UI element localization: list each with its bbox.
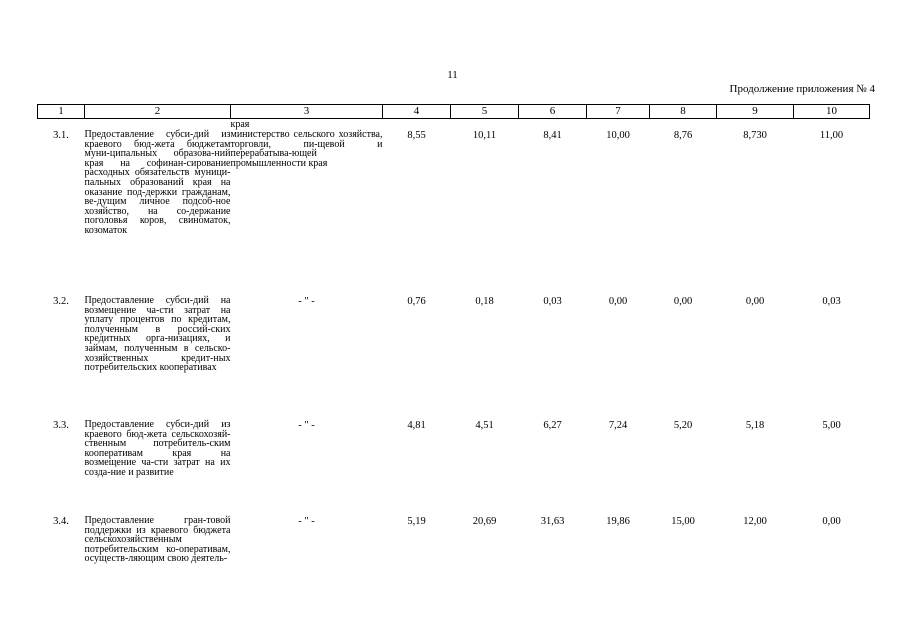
value-cell: 19,86 bbox=[606, 516, 630, 527]
value-cell: 0,00 bbox=[822, 516, 841, 527]
column-header: 9 bbox=[717, 105, 794, 119]
column-header: 8 bbox=[650, 105, 717, 119]
value-cell: 0,18 bbox=[475, 296, 494, 307]
program-table bbox=[37, 104, 870, 564]
value-cell: 8,41 bbox=[543, 130, 562, 141]
column-header: 10 bbox=[794, 105, 870, 119]
value-cell: 4,51 bbox=[475, 420, 494, 431]
value-cell: 0,00 bbox=[608, 296, 628, 307]
row-number: 3.2. bbox=[53, 296, 69, 307]
value-cell: 0,00 bbox=[673, 296, 693, 307]
table-row bbox=[38, 130, 870, 296]
value-cell: 20,69 bbox=[472, 516, 497, 527]
table-row bbox=[38, 296, 870, 420]
executor: - " - bbox=[298, 420, 315, 431]
row-number: 3.3. bbox=[53, 420, 69, 431]
continuation-label: Продолжение приложения № 4 bbox=[729, 83, 875, 95]
column-header: 2 bbox=[85, 105, 231, 119]
value-cell: 11,00 bbox=[819, 130, 844, 141]
table-row bbox=[38, 420, 870, 516]
column-header: 3 bbox=[231, 105, 383, 119]
executor: министерство сельского хозяйства, торговли, пи-щевой и перерабатыва-ющей промышленности края bbox=[230, 129, 383, 169]
value-cell: 5,20 bbox=[673, 420, 693, 431]
value-cell: 10,00 bbox=[606, 130, 630, 141]
row-number: 3.4. bbox=[53, 516, 69, 527]
value-cell: 5,19 bbox=[407, 516, 426, 527]
value-cell: 10,11 bbox=[472, 130, 497, 141]
executor: - " - bbox=[298, 296, 315, 307]
value-cell: 5,18 bbox=[745, 420, 765, 431]
value-cell: 0,00 bbox=[745, 296, 765, 307]
executor: - " - bbox=[298, 516, 315, 527]
column-number-row bbox=[38, 105, 870, 119]
value-cell: 8,76 bbox=[673, 130, 693, 141]
value-cell: 7,24 bbox=[608, 420, 628, 431]
column-header: 6 bbox=[519, 105, 587, 119]
column-header: 5 bbox=[451, 105, 519, 119]
value-cell: 0,03 bbox=[822, 296, 841, 307]
value-cell: 8,730 bbox=[743, 130, 767, 141]
value-cell: 6,27 bbox=[543, 420, 562, 431]
value-cell: 31,63 bbox=[540, 516, 565, 527]
value-cell: 15,00 bbox=[671, 516, 695, 527]
measure-name: Предоставление субси-дий из краевого бюд-жета бюджетам муни-ципальных образова-ний края на софинан-сирование расходных обязательств муници-пальных образований края на оказание под-держки гражданам, ве-дущим личное подсоб-ное хозяйство, на со-держание поголовья коров, свиноматок, козоматок bbox=[84, 129, 231, 236]
table-row bbox=[38, 516, 870, 564]
column-header: 1 bbox=[38, 105, 85, 119]
column-header: 4 bbox=[383, 105, 451, 119]
value-cell: 0,03 bbox=[543, 296, 562, 307]
column-header: 7 bbox=[587, 105, 650, 119]
value-cell: 4,81 bbox=[407, 420, 426, 431]
page-number: 11 bbox=[447, 69, 458, 81]
measure-name: Предоставление гран-товой поддержки из краевого бюджета сельскохозяйственным потребительским ко-оперативам, осуществ-ляющим свою деятель- bbox=[84, 515, 231, 565]
carry-over-text: края bbox=[230, 119, 250, 130]
measure-name: Предоставление субси-дий на возмещение ча-сти затрат на уплату процентов по кредитам, полученным в россий-ских кредитных орга-низациях, и займам, полученным в сельско-хозяйственных кредит-ных потребительских кооперативах bbox=[84, 295, 231, 374]
value-cell: 0,76 bbox=[407, 296, 426, 307]
row-number: 3.1. bbox=[53, 130, 69, 141]
value-cell: 8,55 bbox=[407, 130, 426, 141]
value-cell: 12,00 bbox=[743, 516, 767, 527]
measure-name: Предоставление субси-дий из краевого бюд-жета сельскохозяй-ственным потребитель-ским кооперативам края на возмещение ча-сти затрат на их созда-ние и развитие bbox=[84, 419, 231, 478]
value-cell: 5,00 bbox=[822, 420, 841, 431]
